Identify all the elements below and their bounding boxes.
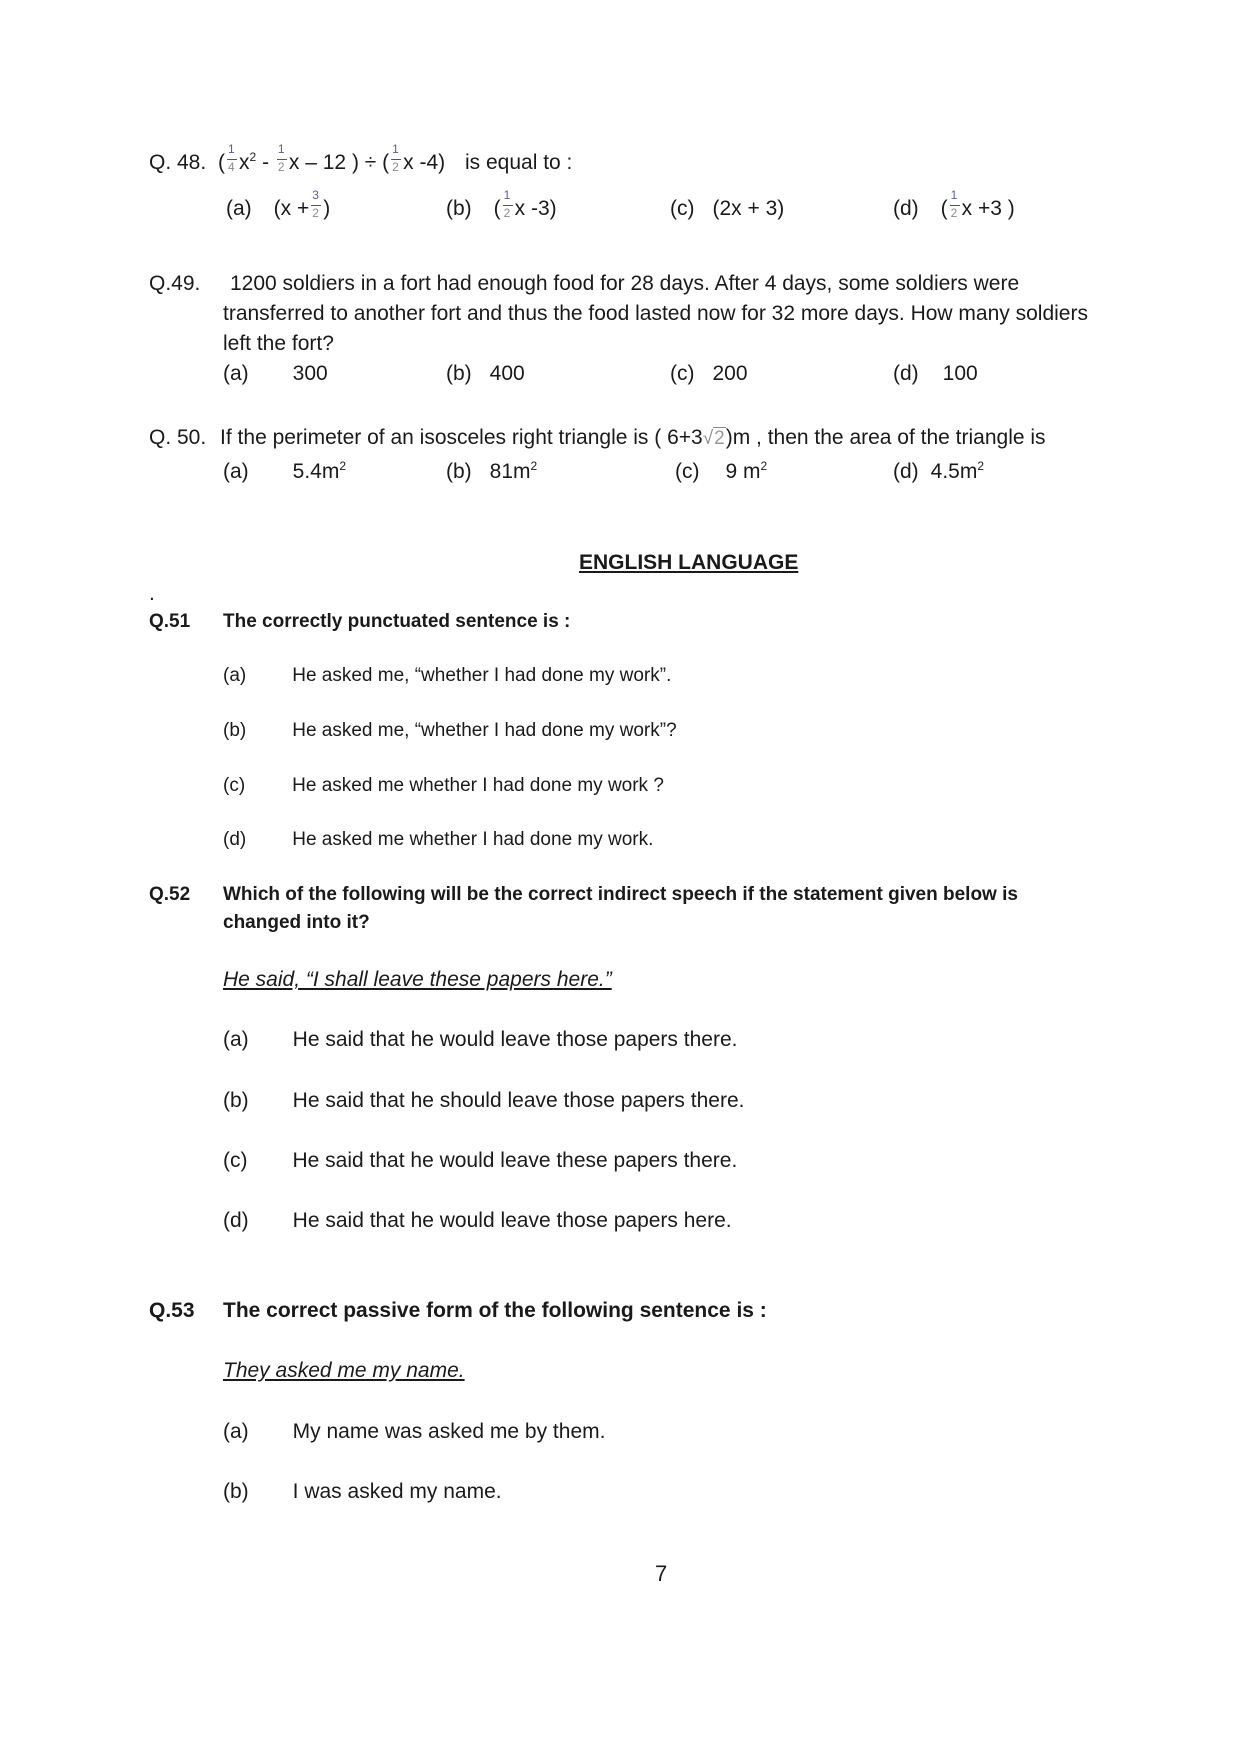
q48-tail: is equal to :	[464, 151, 573, 174]
q49-option-d: (d) 100	[893, 362, 978, 385]
q53-option-a: (a) My name was asked me by them.	[223, 1420, 606, 1443]
q52-line1: Which of the following will be the correct indirect speech if the statement given below is	[223, 884, 1018, 905]
stray-dot: .	[149, 582, 155, 605]
q51-label: Q.51	[149, 611, 191, 632]
q53-option-b: (b) I was asked my name.	[223, 1480, 502, 1503]
q49-line3: left the fort?	[223, 332, 334, 355]
q52-statement: He said, “I shall leave these papers here.”	[223, 968, 612, 991]
q53-statement: They asked me my name.	[223, 1359, 465, 1382]
q48-option-d: (d) ( $\frac{1}{2}$ x +3 )	[893, 188, 1015, 220]
q48-frac3: $\frac{1}{2}$	[390, 151, 402, 171]
q51-option-d: (d) He asked me whether I had done my work.	[223, 829, 654, 850]
q49-line1: 1200 soldiers in a fort had enough food for 28 days. After 4 days, some soldiers were	[230, 272, 1020, 295]
section-heading: ENGLISH LANGUAGE	[579, 551, 799, 574]
q49-line2: transferred to another fort and thus the food lasted now for 32 more days. How many soldiers	[223, 302, 1088, 325]
q48-label: Q. 48.	[149, 151, 207, 174]
q51-text: The correctly punctuated sentence is :	[223, 611, 571, 632]
q51-option-b: (b) He asked me, “whether I had done my work”?	[223, 720, 677, 741]
q50-label: Q. 50.	[149, 426, 207, 449]
q48-option-a: (a) (x + $\frac{3}{2}$ )	[226, 188, 331, 220]
q53-text: The correct passive form of the following sentence is :	[223, 1299, 767, 1322]
q51-option-a: (a) He asked me, “whether I had done my work”.	[223, 665, 672, 686]
q50-question: Q. 50. If the perimeter of an isosceles right triangle is ( 6+3√2)m , then the area of the triangle is	[149, 426, 1046, 449]
q52-option-d: (d) He said that he would leave those papers here.	[223, 1209, 732, 1232]
q52-label: Q.52	[149, 884, 191, 905]
q49-option-b: (b) 400	[446, 362, 525, 385]
q52-option-b: (b) He said that he should leave those papers there.	[223, 1089, 745, 1112]
q50-option-c: (c) 9 $m^2$	[675, 459, 768, 483]
page-number: 7	[655, 1561, 668, 1586]
q52-option-c: (c) He said that he would leave these papers there.	[223, 1149, 738, 1172]
q50-option-b: (b) $81m^2$	[446, 459, 538, 483]
q53-label: Q.53	[149, 1299, 195, 1322]
q52-option-a: (a) He said that he would leave those papers there.	[223, 1028, 738, 1051]
q48-option-c: (c) (2x + 3)	[670, 197, 785, 220]
q48-frac1: $\frac{1}{4}$	[226, 151, 238, 171]
q50-option-d: (d) $4.5m^2$	[893, 459, 985, 483]
q48-question: Q. 48. ( $\frac{1}{4}$ $x^2$ - $\frac{1}{2}$ x – 12 ) ÷ ( $\frac{1}{2}$ x -4) is equal to :	[149, 142, 573, 174]
q49-label: Q.49.	[149, 272, 201, 295]
q48-frac2: $\frac{1}{2}$	[276, 151, 288, 171]
sqrt-symbol: √2	[702, 428, 725, 449]
q52-line2: changed into it?	[223, 912, 370, 933]
q49-option-c: (c) 200	[670, 362, 748, 385]
q51-option-c: (c) He asked me whether I had done my work ?	[223, 775, 664, 796]
q50-option-a: (a) $5.4m^2$	[223, 459, 347, 483]
q48-open: (	[218, 151, 226, 174]
q49-option-a: (a) 300	[223, 362, 328, 385]
q48-option-b: (b) ( $\frac{1}{2}$ x -3)	[446, 188, 557, 220]
